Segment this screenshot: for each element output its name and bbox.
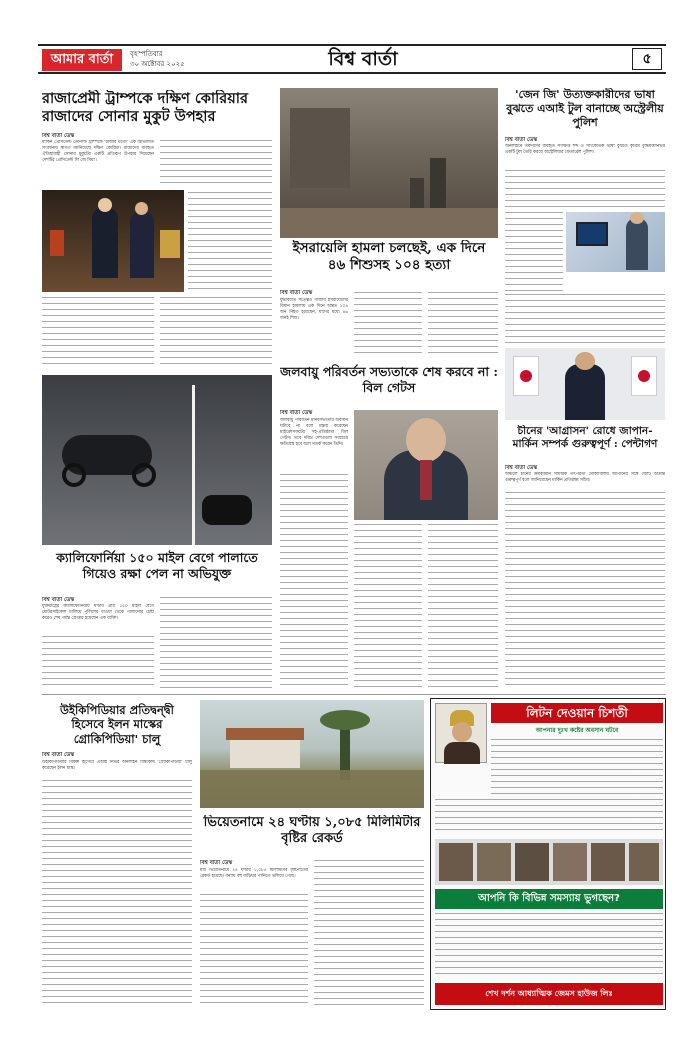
gaza-photo [280, 88, 498, 238]
israel-text-3 [428, 292, 498, 358]
police-text-2 [505, 212, 563, 292]
issue-date [130, 49, 220, 69]
police-lead: অনলাইনে তরুণদের ব্যবহৃত সংক্ষিপ্ত শব্দ ও সাংকেতিক ভাষা বুঝতে কৃত্রিম বুদ্ধিমত্তানির্ভর একটি টুল তৈরি করছে অস্ট্রেলিয়ার ফেডারেল পুলিশ। [505, 144, 665, 155]
trump-lead: মার্কিন প্রেসিডেন্ট ডোনাল্ড ট্রাম্পকে 'রাজার মতো' এক অভিজাত সংবর্ধনায় স্বাগত জানিয়েছে দক্ষিণ কোরিয়া। রাজাদের ব্যবহৃত ঐতিহ্যবাহী সোনার মুকুটের একটি প্রতিরূপ উপহার দিয়েছেন দেশটির প্রেসিডেন্ট লি জে মিয়ং। [42, 140, 154, 163]
china-text [505, 492, 665, 687]
trump-text-block [160, 140, 272, 188]
china-headline[interactable]: চীনের 'আগ্রাসন' রোধে জাপান-মার্কিন সম্পর্ক গুরুত্বপূর্ণ : পেন্টাগণ [512, 425, 658, 451]
ad-portrait [435, 703, 487, 763]
ad-footer: শেখ দর্শন আধ্যাত্মিক জেমস হাউজ লিঃ [435, 983, 663, 1005]
trump-photo [42, 190, 184, 292]
vietnam-text-2 [314, 860, 424, 1008]
china-photo [505, 348, 665, 420]
ad-text-3 [435, 913, 663, 979]
gates-headline[interactable]: জলবায়ু পরিবর্তন সভ্যতাকে শেষ করবে না : বিল গেটস [280, 364, 498, 395]
section-title: বিশ্ব বার্তা [328, 48, 398, 70]
gates-text-2 [354, 524, 422, 688]
gates-lead: জলবায়ু পরিবর্তন মানবসভ্যতার অবসান ঘটাবে না বলে মন্তব্য করেছেন মাইক্রোসফটের সহ-প্রতিষ্ঠাতা বিল গেটস। তবে দরিদ্র দেশগুলো সবচেয়ে ক্ষতিগ্রস্ত হবে বলে সতর্ক করেন তিনি। [280, 418, 348, 447]
advertisement[interactable] [430, 698, 666, 1010]
trump-continued-1 [42, 297, 154, 367]
divider [42, 694, 666, 695]
police-headline[interactable]: 'জেন জি' উত্যক্তকারীদের ভাষা বুঝতে এআই টুল বানাচ্ছে অস্ট্রেলীয় পুলিশ [506, 88, 664, 129]
police-photo [566, 212, 665, 272]
police-byline: বিশ্ব বার্তা ডেস্ক [505, 137, 538, 143]
vietnam-headline[interactable]: ভিয়েতনামে ২৪ ঘণ্টায় ১,০৮৫ মিলিমিটার বৃষ্টির রেকর্ড [203, 815, 421, 847]
vietnam-byline: বিশ্ব বার্তা ডেস্ক [200, 860, 233, 866]
newspaper-logo[interactable]: আমার বার্তা [42, 49, 122, 71]
motorcycle-photo [42, 375, 272, 545]
gates-byline: বিশ্ব বার্তা ডেস্ক [280, 410, 313, 416]
gates-text-1 [280, 474, 348, 688]
ad-text-2 [435, 799, 663, 835]
gates-text-3 [428, 524, 498, 688]
grokipedia-lead: উইকিপিডিয়ার বিকল্প হিসেবে এআই নির্ভর অনলাইন বিশ্বকোষ 'গ্রোকিপিডিয়া' চালু করেছেন ইলন মাস্ক। [42, 760, 192, 771]
california-headline[interactable]: ক্যালিফোর্নিয়া ১৫০ মাইল বেগে পালাতে গিয়েও রক্ষা পেল না অভিযুক্ত [56, 550, 258, 581]
ad-title: লিটন দেওয়ান চিশতী [491, 703, 663, 723]
california-lead: যুক্তরাষ্ট্রের ক্যালিফোর্নিয়ায় ঘণ্টায় প্রায় ১৫০ মাইল বেগে মোটরসাইকেল চালিয়ে পুলিশের ধাওয়া থেকে পালানোর চেষ্টা করেও শেষ পর্যন্ত গ্রেপ্তার হয়েছেন এক ব্যক্তি। [42, 604, 154, 621]
california-text-2 [160, 597, 272, 688]
trump-continued-2 [160, 297, 272, 367]
vietnam-text-1 [200, 894, 308, 1008]
ad-question: আপনি কি বিভিন্ন সমস্যায় ভুগছেন? [435, 889, 663, 909]
california-byline: বিশ্ব বার্তা ডেস্ক [42, 597, 75, 603]
china-lead: অঞ্চলে চীনের ক্রমবর্ধমান সামরিক তৎপরতা মোকাবিলায় জাপানের সঙ্গে জোট অত্যন্ত গুরুত্বপূর্ণ বলে জানিয়েছেন মার্কিন প্রতিরক্ষা সচিব। [505, 472, 665, 483]
israel-text-2 [354, 292, 422, 358]
issue-day: বৃহস্পতিবার [130, 50, 163, 58]
california-text-1 [42, 636, 154, 688]
china-byline: বিশ্ব বার্তা ডেস্ক [505, 465, 538, 471]
israel-headline[interactable]: ইসরায়েলি হামলা চলছেই, এক দিনে ৪৬ শিশুসহ ১০৪ হত্যা [292, 240, 486, 273]
gates-photo [354, 410, 498, 520]
page-number: ৫ [632, 48, 662, 70]
police-text-1 [505, 170, 665, 210]
vietnam-lead: মধ্য ভিয়েতনামে ২৪ ঘণ্টায় ১,০৮৫ মিলিমিটার বৃষ্টিপাতের রেকর্ড হয়েছে। বন্যায় বহু বাড়িঘর পানিতে তলিয়ে গেছে। [200, 868, 308, 879]
trump-wrap-text [188, 192, 272, 292]
masthead [38, 44, 666, 74]
ad-tagline: আপনার দুঃখ কষ্টের অবসান ঘটবে [535, 727, 619, 734]
vietnam-flood-photo [200, 700, 424, 808]
grokipedia-byline: বিশ্ব বার্তা ডেস্ক [42, 752, 75, 758]
police-text-3 [505, 294, 665, 346]
trump-headline[interactable]: রাজাপ্রেমী ট্রাম্পকে দক্ষিণ কোরিয়ার রাজাদের সোনার মুকুট উপহার [42, 90, 248, 126]
trump-byline: বিশ্ব বার্তা ডেস্ক [42, 133, 75, 139]
ad-photo-strip [435, 839, 663, 885]
grokipedia-headline[interactable]: উইকিপিডিয়ার প্রতিদ্বন্দ্বী হিসেবে ইলন মাস্কের গ্রোকিপিডিয়া' চালু [60, 703, 174, 746]
grokipedia-text [42, 780, 192, 1008]
issue-date-text: ৩০ অক্টোবর ২০২৫ [130, 60, 185, 68]
israel-lead: যুদ্ধবিরতি সত্ত্বেও গাজায় ইসরায়েলের বিমান হামলায় এক দিনে অন্তত ১০৪ জন নিহত হয়েছেন, যাদের মধ্যে ৪৬ জনই শিশু। [280, 298, 348, 321]
israel-byline: বিশ্ব বার্তা ডেস্ক [280, 290, 313, 296]
ad-text-1 [491, 739, 663, 795]
